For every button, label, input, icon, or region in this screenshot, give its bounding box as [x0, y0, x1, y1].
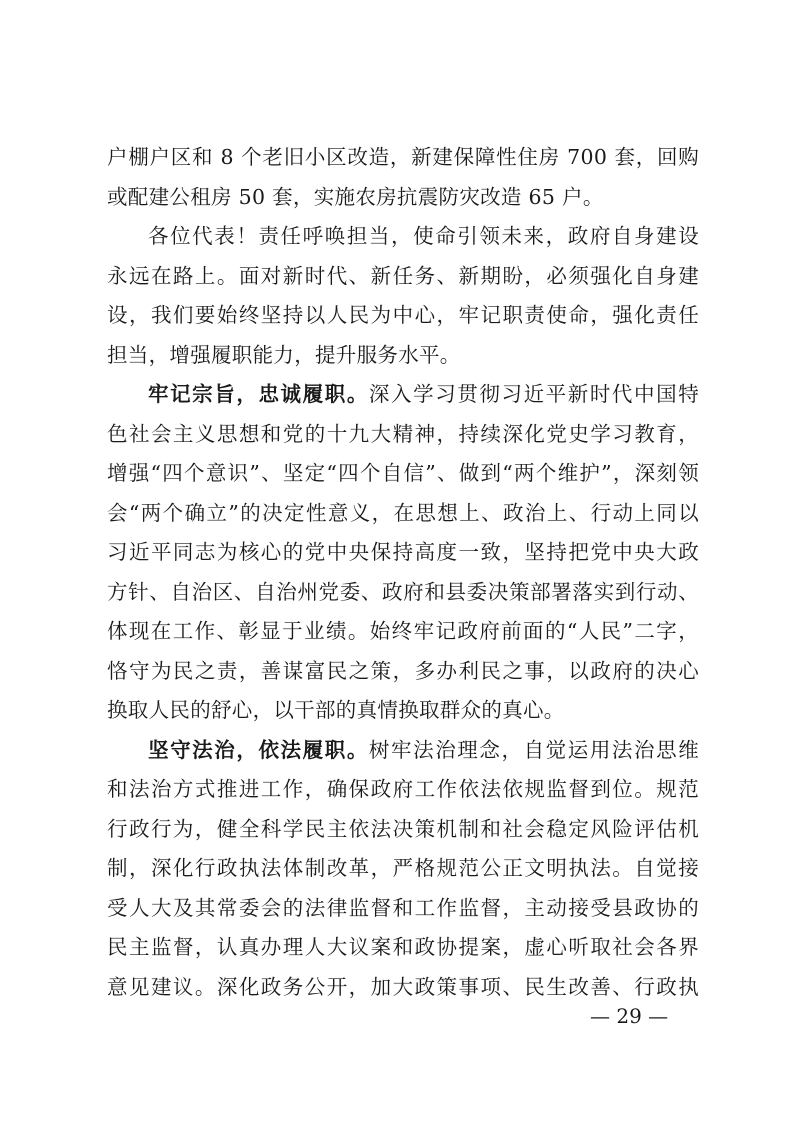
line-text: 树牢法治理念，自觉运用法治思维	[368, 737, 700, 762]
line-text: 体现在工作、彰显于业绩。始终牢记政府前面的“人民”二字，	[107, 619, 699, 643]
text-line-9	[107, 454, 699, 494]
text-line-12	[107, 573, 699, 613]
section-heading: 坚守法治，依法履职。	[148, 737, 369, 762]
text-line-7	[107, 375, 699, 415]
text-line-4	[107, 257, 699, 297]
text-line-11	[107, 533, 699, 573]
line-text: 或配建公租房 50 套，实施农房抗震防灾改造 65 户。	[107, 184, 604, 209]
text-line-14	[107, 652, 699, 692]
text-line-3	[107, 217, 699, 257]
body-text	[107, 138, 699, 1007]
text-line-15	[107, 691, 699, 731]
page-number: — 29 —	[590, 1004, 669, 1028]
section-heading: 牢记宗旨，忠诚履职。	[148, 382, 369, 406]
text-line-1	[107, 138, 699, 178]
line-text: 担当，增强履职能力，提升服务水平。	[107, 342, 461, 367]
text-line-5	[107, 296, 699, 336]
line-text: 行政行为，健全科学民主依法决策机制和社会稳定风险评估机	[107, 816, 699, 841]
text-line-8	[107, 415, 699, 455]
text-line-20	[107, 889, 699, 929]
text-line-22	[107, 968, 699, 1008]
line-text: 永远在路上。面对新时代、新任务、新期盼，必须强化自身建	[107, 263, 699, 288]
line-text: 民主监督，认真办理人大议案和政协提案，虚心听取社会各界	[107, 935, 699, 959]
line-text: 和法治方式推进工作，确保政府工作依法依规监督到位。规范	[107, 777, 699, 801]
line-text: 增强“四个意识”、坚定“四个自信”、做到“两个维护”，深刻领	[107, 461, 699, 485]
line-text: 会“两个确立”的决定性意义，在思想上、政治上、行动上同以	[107, 500, 699, 525]
text-line-19	[107, 849, 699, 889]
line-text: 意见建议。深化政务公开，加大政策事项、民生改善、行政执	[107, 974, 699, 999]
line-text: 制，深化行政执法体制改革，严格规范公正文明执法。自觉接	[107, 856, 699, 880]
line-text: 设，我们要始终坚持以人民为中心，牢记职责使命，强化责任	[107, 303, 699, 327]
line-text: 受人大及其常委会的法律监督和工作监督，主动接受县政协的	[107, 895, 699, 920]
line-text: 恪守为民之责，善谋富民之策，多办利民之事，以政府的决心	[107, 658, 699, 683]
line-text: 换取人民的舒心，以干部的真情换取群众的真心。	[107, 698, 565, 722]
text-line-2	[107, 178, 699, 218]
line-text: 户棚户区和 8 个老旧小区改造，新建保障性住房 700 套，回购	[107, 145, 699, 169]
text-line-21	[107, 928, 699, 968]
text-line-16	[107, 731, 699, 771]
line-text: 各位代表！责任呼唤担当，使命引领未来，政府自身建设	[148, 224, 699, 248]
line-text: 方针、自治区、自治州党委、政府和县委决策部署落实到行动、	[107, 579, 699, 604]
text-line-10	[107, 494, 699, 534]
line-text: 深入学习贯彻习近平新时代中国特	[368, 382, 700, 406]
text-line-18	[107, 810, 699, 850]
line-text: 色社会主义思想和党的十九大精神，持续深化党史学习教育，	[107, 421, 699, 446]
text-line-13	[107, 612, 699, 652]
text-line-6	[107, 336, 699, 376]
line-text: 习近平同志为核心的党中央保持高度一致，坚持把党中央大政	[107, 540, 699, 564]
text-line-17	[107, 770, 699, 810]
